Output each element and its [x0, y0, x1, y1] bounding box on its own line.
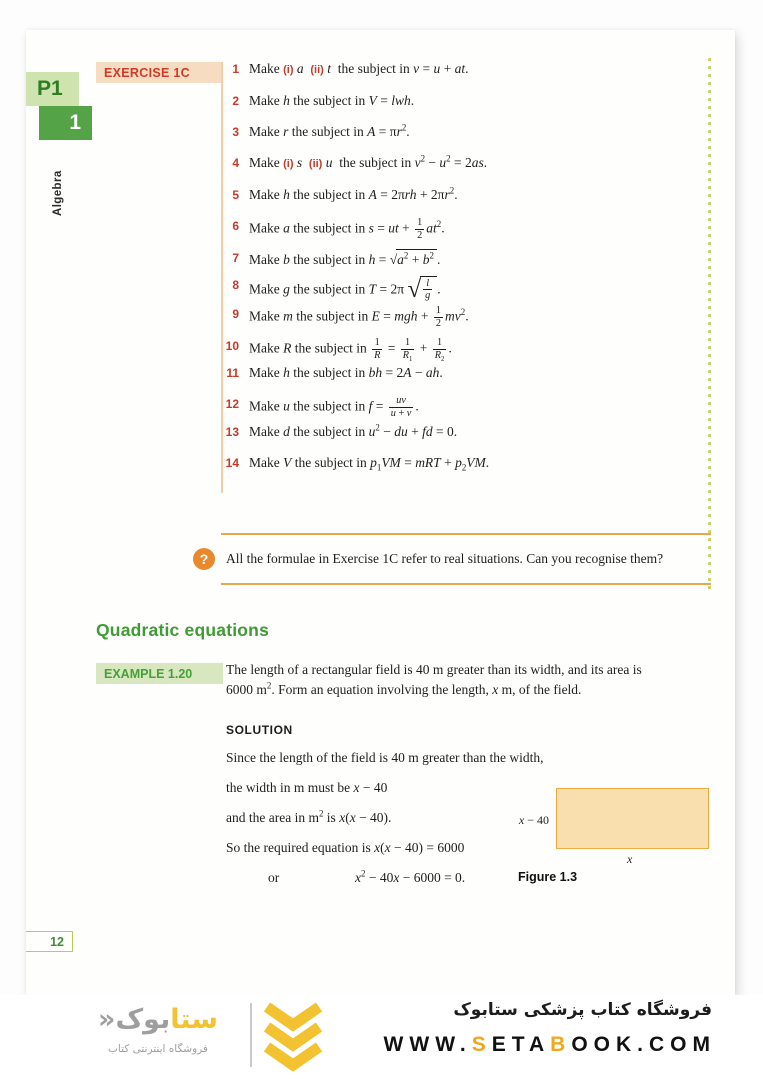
- part-badge: P1: [26, 72, 79, 106]
- solution-line: and the area in $m^2$ is x(x − 40).: [226, 808, 392, 825]
- exercise-item: [225, 305, 717, 330]
- exercise-item-text: Make h the subject in $A = 2\pi rh + 2\pi r^2$.: [249, 185, 458, 202]
- sidebar-strand-label: Algebra: [52, 170, 64, 216]
- exercise-item-text: Make R the subject in $\frac{1}{R}$ = $\frac{1}{R_1}$ + $\frac{1}{R_2}$ .: [249, 336, 452, 363]
- brand-quote-mark: «: [98, 1004, 116, 1035]
- figure-width-label: x − 40: [518, 813, 549, 827]
- exercise-item-number: 13: [225, 424, 239, 439]
- exercise-item-number: 3: [232, 125, 239, 139]
- solution-line: So the required equation is x(x − 40) = 6000: [226, 840, 465, 855]
- solution-label: SOLUTION: [226, 723, 293, 737]
- exercise-item-number: 9: [232, 307, 239, 322]
- exercise-header: EXERCISE 1C: [96, 62, 223, 83]
- solution-line: the width in m must be x − 40: [226, 780, 388, 795]
- or-label: or: [268, 870, 280, 885]
- exercise-item-text: Make b the subject in $h = √a^2 + b^2$ .: [249, 250, 441, 267]
- exercise-item-text: Make m the subject in E = mgh + $\frac{1}{2}$ $mv^2$.: [249, 305, 469, 329]
- exercise-item-number: 11: [226, 366, 239, 381]
- exercise-item-number: 6: [232, 219, 239, 233]
- exercise-item-text: Make h the subject in bh = 2A − ah.: [249, 365, 443, 381]
- question-text: All the formulae in Exercise 1C refer to real situations. Can you recognise them?: [226, 551, 664, 566]
- exercise-item-number: 10: [225, 338, 239, 353]
- example-header: EXAMPLE 1.20: [96, 663, 223, 684]
- url-letter-b: B: [550, 1033, 572, 1056]
- exercise-item: [225, 395, 717, 420]
- exercise-item-text: Make u the subject in f = $\frac{uv}{u + v}$ .: [249, 395, 419, 420]
- exercise-item-number: 8: [232, 277, 239, 292]
- exercise-item-number: 5: [232, 188, 239, 202]
- exercise-rail-divider: [221, 62, 223, 493]
- exercise-item: [225, 154, 717, 173]
- figure-caption: Figure 1.3: [518, 870, 578, 884]
- exercise-item: [225, 276, 717, 303]
- exercise-item-number: 2: [232, 94, 239, 108]
- exercise-item: [225, 337, 717, 362]
- exercise-item-number: 14: [225, 455, 239, 470]
- logo-divider: [250, 1003, 252, 1067]
- figure-rectangle: [556, 788, 709, 849]
- exercise-item-text: Make (i) a (ii) t the subject in v = u + at.: [249, 61, 469, 76]
- exercise-item: [225, 186, 717, 204]
- final-equation: $x^2 - 40x - 6000 = 0$.: [355, 868, 466, 885]
- site-url: [384, 1033, 716, 1057]
- book-page: [26, 30, 735, 995]
- exercise-item-number: 1: [232, 62, 239, 76]
- brand-logo-wordmark: [72, 1005, 244, 1035]
- exercise-item: [225, 249, 717, 269]
- question-top-rule: [221, 533, 711, 535]
- exercise-item-text: Make d the subject in $u^2$ − du + fd = 0.: [249, 422, 458, 439]
- chevron-logo-icon: [260, 999, 326, 1073]
- question-mark-icon: ?: [193, 548, 215, 570]
- exercise-item: [225, 454, 717, 472]
- section-title: Quadratic equations: [96, 620, 269, 640]
- exercise-item: [225, 423, 717, 441]
- url-prefix: WWW.: [383, 1033, 472, 1056]
- store-name: فروشگاه کتاب پزشکی ستابوک: [453, 1000, 712, 1020]
- exercise-item-text: Make r the subject in $A = \pi r^2$.: [249, 122, 410, 139]
- exercise-item-number: 4: [232, 156, 239, 170]
- exercise-item: [225, 92, 717, 110]
- exercise-item: [225, 217, 717, 242]
- page-number: 12: [26, 931, 73, 952]
- brand-word-part2: بوک: [115, 1004, 171, 1035]
- exercise-item-number: 7: [232, 250, 239, 265]
- brand-word-part1: ستا: [170, 1004, 218, 1035]
- brand-tagline: فروشگاه اینترنتی کتاب: [108, 1043, 208, 1055]
- exercise-item-text: Make (i) s (ii) u the subject in $v^2 - u^2 = 2as$.: [249, 153, 488, 170]
- url-rest: OOK.COM: [571, 1033, 716, 1056]
- exercise-item-text: Make g the subject in T = 2π √ $\frac{l}{g}$ .: [249, 275, 441, 303]
- example-text: The length of a rectangular field is 40 m greater than its width, and its area is 6000 $m^2$. Form an equation involving the length, x m, of the field.: [226, 662, 642, 697]
- exercise-item-number: 12: [225, 397, 239, 412]
- exercise-item: [225, 60, 717, 79]
- exercise-item-text: Make a the subject in s = ut + $\frac{1}{2}$ $at^2$.: [249, 217, 445, 241]
- solution-line: Since the length of the field is 40 m greater than the width,: [226, 750, 544, 765]
- exercise-item-text: Make V the subject in $p_1VM$ = mRT + $p_2VM$.: [249, 454, 490, 473]
- chapter-badge: 1: [39, 106, 92, 140]
- url-mid: ETA: [491, 1033, 551, 1056]
- footer-banner: [0, 995, 763, 1079]
- figure-length-label: x: [627, 852, 633, 866]
- solution-lines: [226, 749, 556, 869]
- dotted-margin-rule: [708, 58, 711, 590]
- question-bottom-rule: [221, 583, 711, 585]
- exercise-item: [225, 364, 717, 382]
- exercise-item-text: Make h the subject in V = lwh.: [249, 93, 415, 108]
- url-letter-s: S: [471, 1033, 492, 1056]
- exercise-item: [225, 123, 717, 141]
- exercise-list: [225, 60, 717, 485]
